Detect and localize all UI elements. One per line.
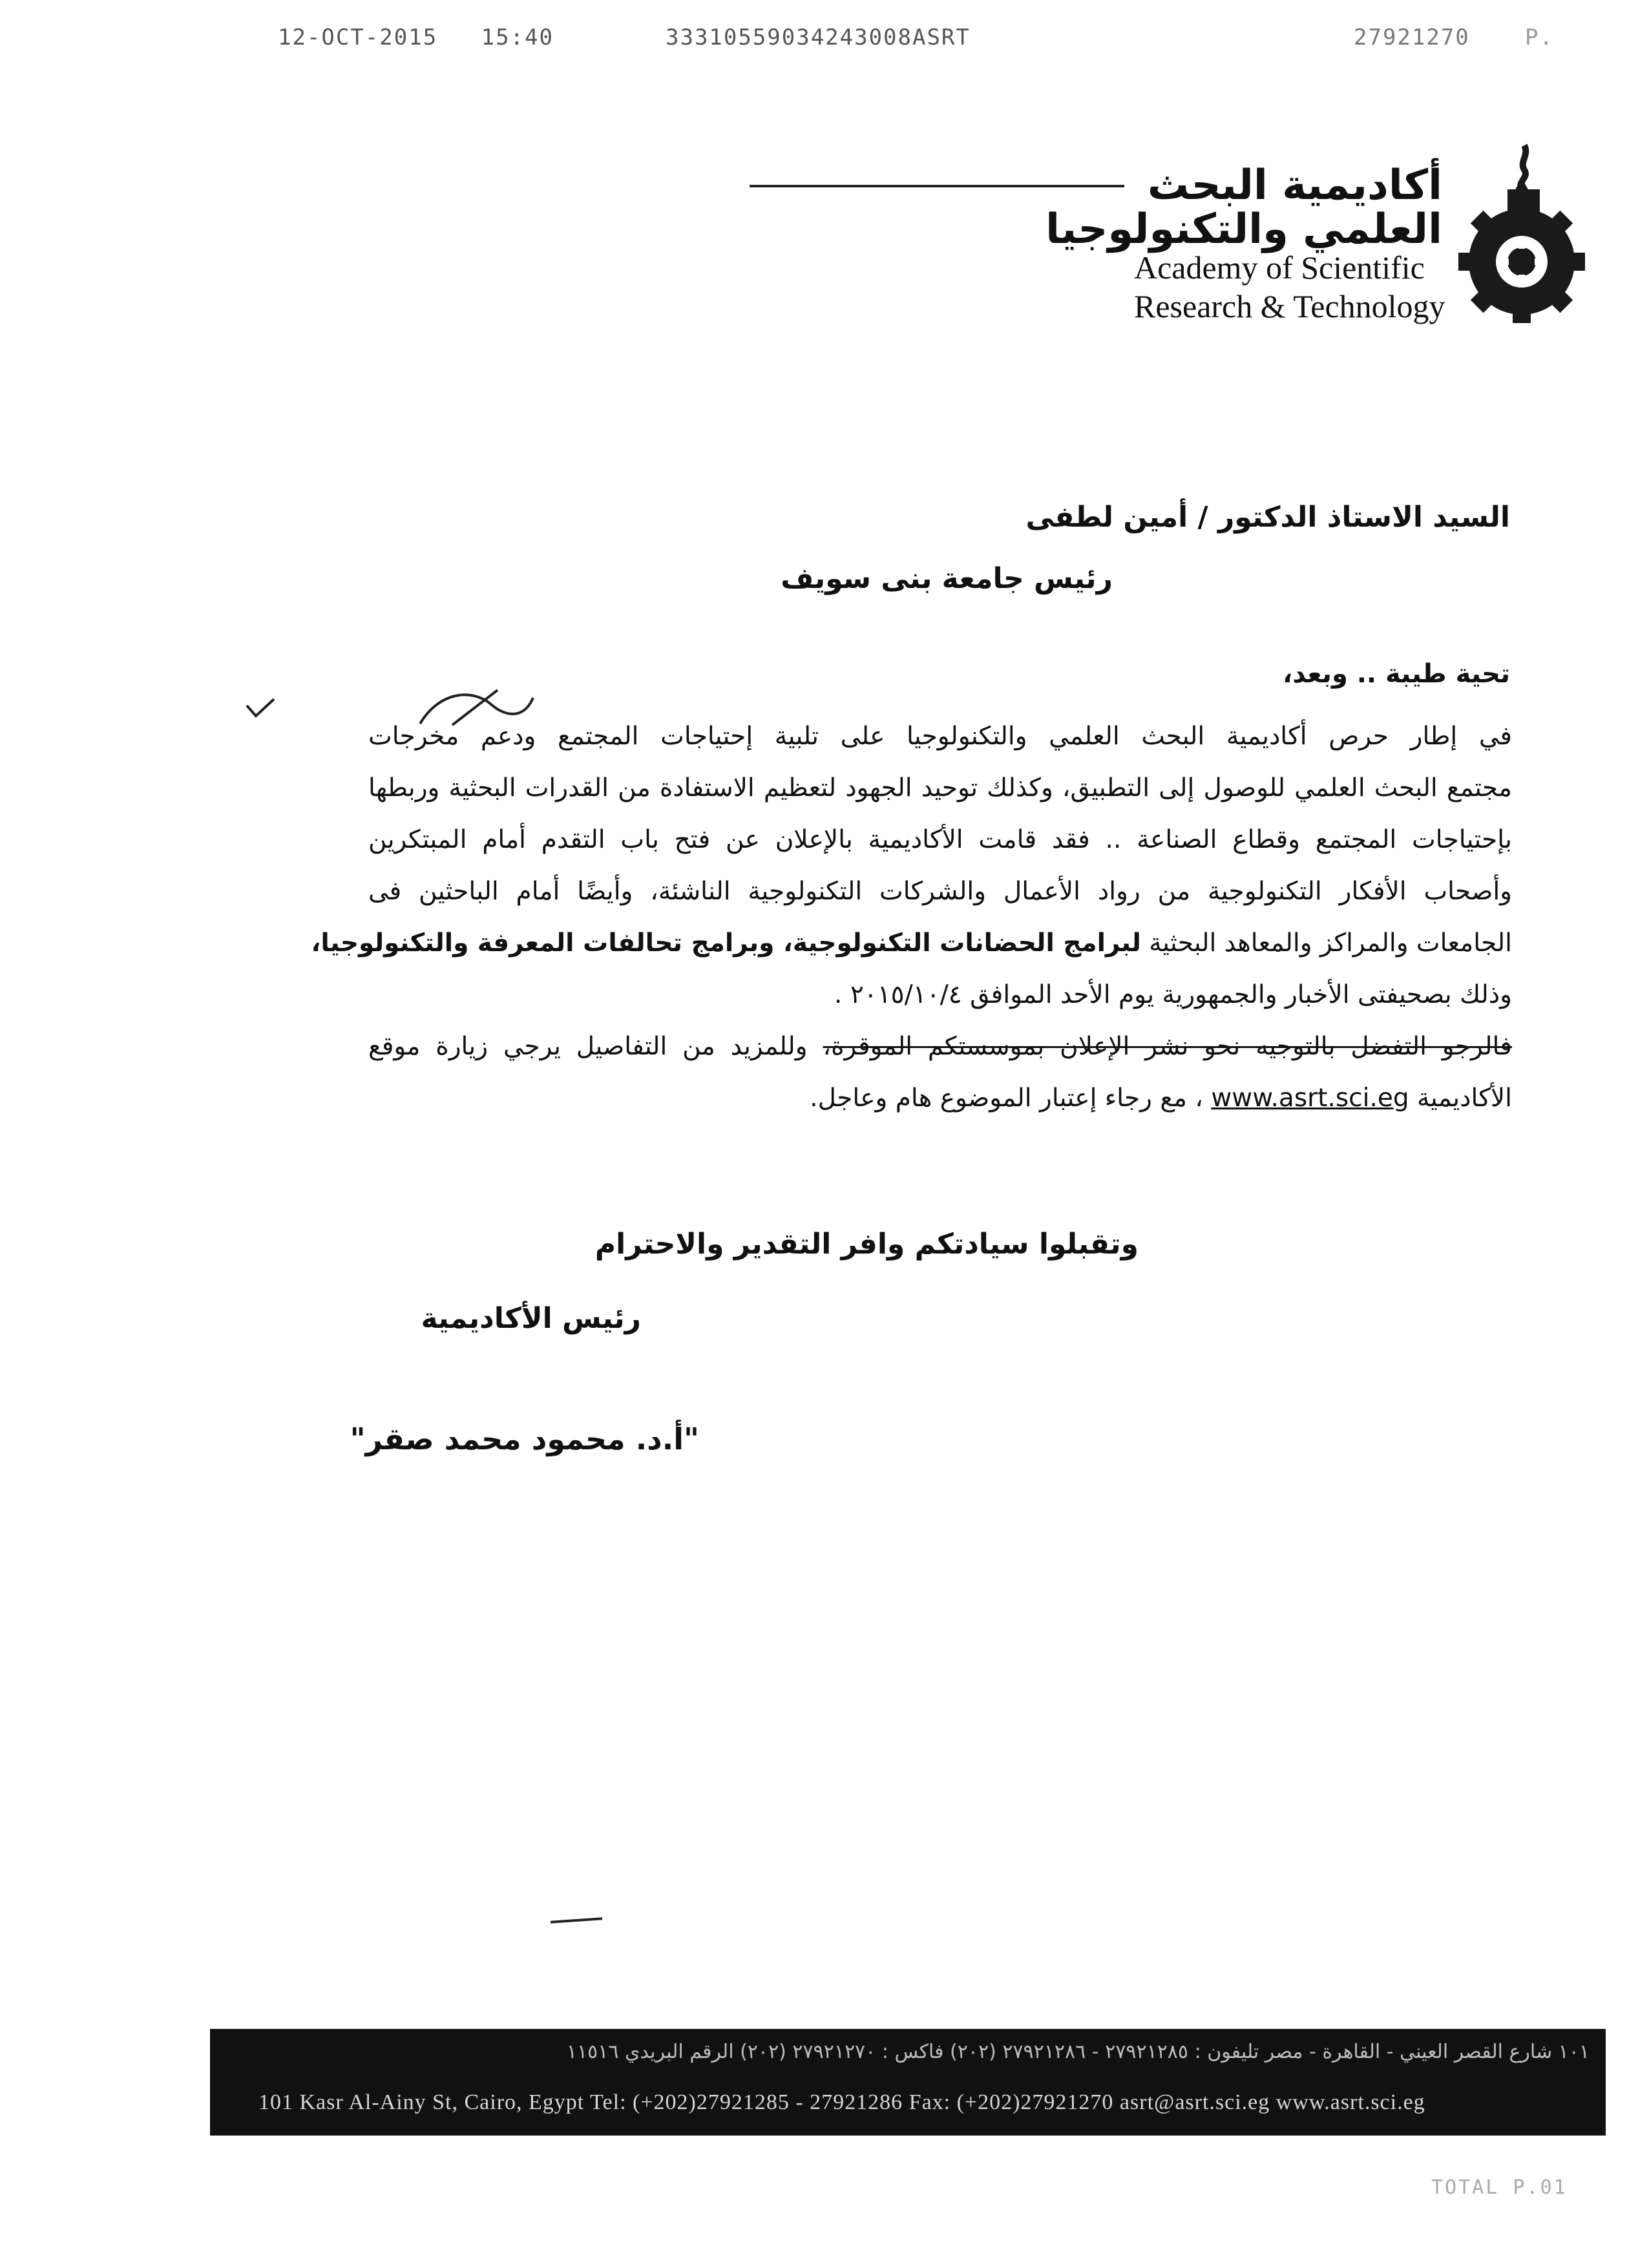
dash-mark — [551, 1917, 602, 1924]
fax-time-value: 15:40 — [481, 25, 554, 50]
website-link[interactable]: www.asrt.sci.eg — [1211, 1084, 1409, 1113]
body-line-7-rest: وللمزيد من التفاصيل يرجي زيارة موقع — [368, 1032, 808, 1061]
footer-band — [210, 2029, 1606, 2136]
body-line-5-start: الجامعات والمراكز والمعاهد البحثية — [1149, 929, 1512, 958]
gear-emblem-icon — [1457, 139, 1586, 323]
letterhead-rule — [750, 185, 1124, 187]
body-line-8 — [368, 1073, 1512, 1124]
body-line-5 — [311, 918, 1512, 969]
body-line-8-start: الأكاديمية — [1417, 1084, 1512, 1113]
body-line-6: وذلك بصحيفتى الأخبار والجمهورية يوم الأحد الموافق ٢٠١٥/١٠/٤ . — [834, 980, 1512, 1009]
body-line-5-bold: لبرامج الحضانات التكنولوجية، وبرامج تحالفات المعرفة والتكنولوجيا، — [311, 929, 1141, 958]
body-line-1: في إطار حرص أكاديمية البحث العلمي والتكنولوجيا على تلبية إحتياجات المجتمع ودعم مخرجات — [368, 722, 1512, 751]
letter-body — [311, 711, 1512, 1124]
body-line-2: مجتمع البحث العلمي للوصول إلى التطبيق، وكذلك توحيد الجهود لتعظيم الاستفادة من القدرات البحثية وربطها — [368, 773, 1512, 803]
greeting: تحية طيبة .. وبعد، — [1283, 659, 1510, 689]
fax-total: TOTAL P.01 — [1431, 2176, 1568, 2199]
check-mark-icon — [244, 697, 277, 722]
closing-line: وتقبلوا سيادتكم وافر التقدير والاحترام — [594, 1228, 1139, 1261]
signatory-title: رئيس الأكاديمية — [421, 1302, 641, 1335]
recipient-title: رئيس جامعة بنى سويف — [781, 562, 1113, 595]
fax-date — [278, 25, 554, 50]
signatory-name: "أ.د. محمود محمد صقر" — [350, 1422, 699, 1456]
fax-sender-id: 33310559034243008ASRT — [666, 25, 971, 50]
footer-address-arabic: ١٠١ شارع القصر العيني - القاهرة - مصر تليفون : ٢٧٩٢١٢٨٥ - ٢٧٩٢١٢٨٦ (٢٠٢) فاكس : ٢٧٩٢١٢٧٠ (٢٠٢) الرقم البريدي ١١٥١٦ — [566, 2041, 1590, 2063]
body-line-8-end: ، مع رجاء إعتبار الموضوع هام وعاجل. — [810, 1084, 1203, 1113]
footer-address-english: 101 Kasr Al-Ainy St, Cairo, Egypt Tel: (+202)27921285 - 27921286 Fax: (+202)27921270 asrt@asrt.sci.eg www.asrt.sci.eg — [258, 2090, 1425, 2114]
fax-number: 27921270 — [1354, 25, 1470, 50]
recipient-salutation: السيد الاستاذ الدكتور / أمين لطفى — [1025, 501, 1510, 534]
body-line-7 — [368, 1021, 1512, 1073]
org-name-english-line1: Academy of Scientific — [1134, 249, 1425, 286]
org-name-arabic-line2: العلمي والتكنولوجيا — [1045, 205, 1442, 253]
body-line-4: وأصحاب الأفكار التكنولوجية من رواد الأعمال والشركات التكنولوجية الناشئة، وأيضًا أمام الباحثين فى — [368, 877, 1512, 906]
org-name-arabic-line1: أكاديمية البحث — [1147, 162, 1442, 209]
struck-text: فالرجو التفضل بالتوجيه نحو نشر الإعلان بموسستكم الموقرة، — [823, 1032, 1512, 1061]
org-name-english-line2: Research & Technology — [1134, 288, 1445, 324]
fax-page: P. — [1525, 25, 1554, 50]
body-line-3: بإحتياجات المجتمع وقطاع الصناعة .. فقد قامت الأكاديمية بالإعلان عن فتح باب التقدم أمام المبتكرين — [368, 825, 1512, 854]
pen-annotation-icon — [414, 685, 536, 730]
fax-date-value: 12-OCT-2015 — [278, 25, 438, 50]
